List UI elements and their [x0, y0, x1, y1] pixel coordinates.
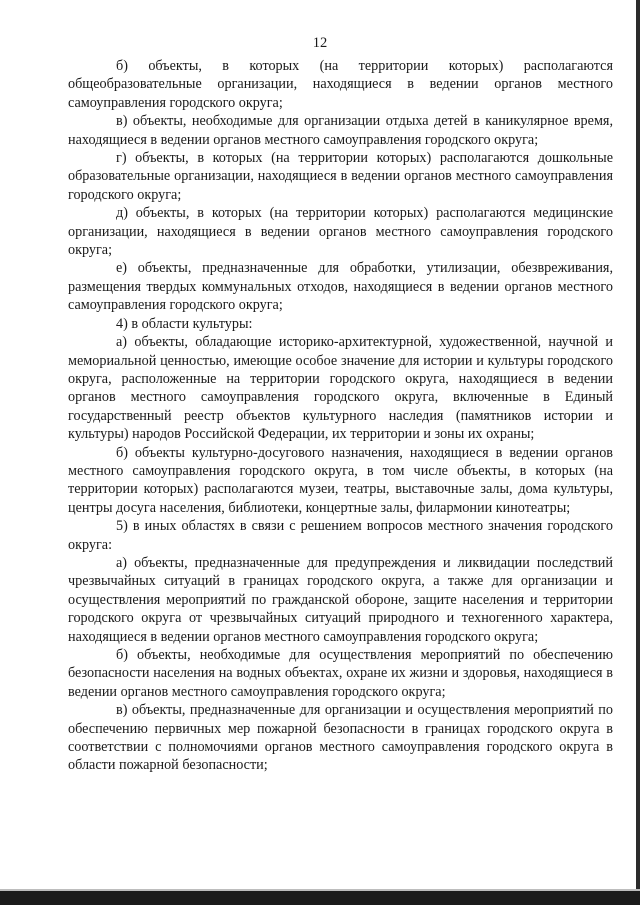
- page-number: 12: [312, 35, 328, 51]
- paragraph-v-fire-safety: в) объекты, предназначенные для организации и осуществления мероприятий по обеспечению первичных мер пожарной безопасности в границах городского округа в соответствии с полномочиями органов местного самоуправления городского округа в области пожарной безопасности;: [68, 702, 613, 774]
- paragraph-a-heritage: а) объекты, обладающие историко-архитектурной, художественной, научной и мемориальной ценностью, имеющие особое значение для истории и культуры городского округа, расположенные на территории городского округа, находящиеся в ведении органов местного самоуправления городского округа, включенные в Единый государственный реестр объектов культурного наследия (памятников истории и культуры) народов Российской Федерации, их территории и зоны их охраны;: [68, 334, 613, 443]
- scan-edge-right: [636, 0, 640, 905]
- scan-edge-bottom: [0, 891, 640, 905]
- section-heading-other-areas: 5) в иных областях в связи с решением вопросов местного значения городского округа:: [68, 518, 613, 553]
- paragraph-b-cultural-leisure: б) объекты культурно-досугового назначения, находящиеся в ведении органов местного самоуправления городского округа, в том числе объекты, в которых (на территории которых) располагаются музеи, театры, выставочные залы, дома культуры, центры досуга населения, библиотеки, концертные залы, филармонии кинотеатры;: [68, 444, 613, 516]
- paragraph-b-schools: б) объекты, в которых (на территории которых) располагаются общеобразовательные организации, находящиеся в ведении органов местного самоуправления городского округа;: [68, 58, 613, 111]
- paragraph-v-children-rest: в) объекты, необходимые для организации отдыха детей в каникулярное время, находящиеся в ведении органов местного самоуправления городского округа;: [68, 113, 613, 148]
- paragraph-e-waste: е) объекты, предназначенные для обработки, утилизации, обезвреживания, размещения твердых коммунальных отходов, находящиеся в ведении органов местного самоуправления городского округа;: [68, 260, 613, 314]
- paragraph-g-preschool: г) объекты, в которых (на территории которых) располагаются дошкольные образовательные организации, находящиеся в ведении органов местного самоуправления городского округа;: [68, 150, 613, 203]
- section-heading-culture: 4) в области культуры:: [116, 315, 253, 332]
- paragraph-a-emergencies: а) объекты, предназначенные для предупреждения и ликвидации последствий чрезвычайных ситуаций в границах городского округа, а также для организации и осуществления мероприятий по гражданской обороне, защите населения и территории городского округа от чрезвычайных ситуаций природного и техногенного характера, находящиеся в ведении органов местного самоуправления городского округа;: [68, 554, 613, 645]
- paragraph-d-medical: д) объекты, в которых (на территории которых) располагаются медицинские организации, находящиеся в ведении органов местного самоуправления городского округа;: [68, 205, 613, 259]
- document-body: [68, 57, 613, 775]
- paragraph-b-water-safety: б) объекты, необходимые для осуществления мероприятий по обеспечению безопасности населения на водных объектах, охране их жизни и здоровья, находящиеся в ведении органов местного самоуправления городского округа;: [68, 647, 613, 700]
